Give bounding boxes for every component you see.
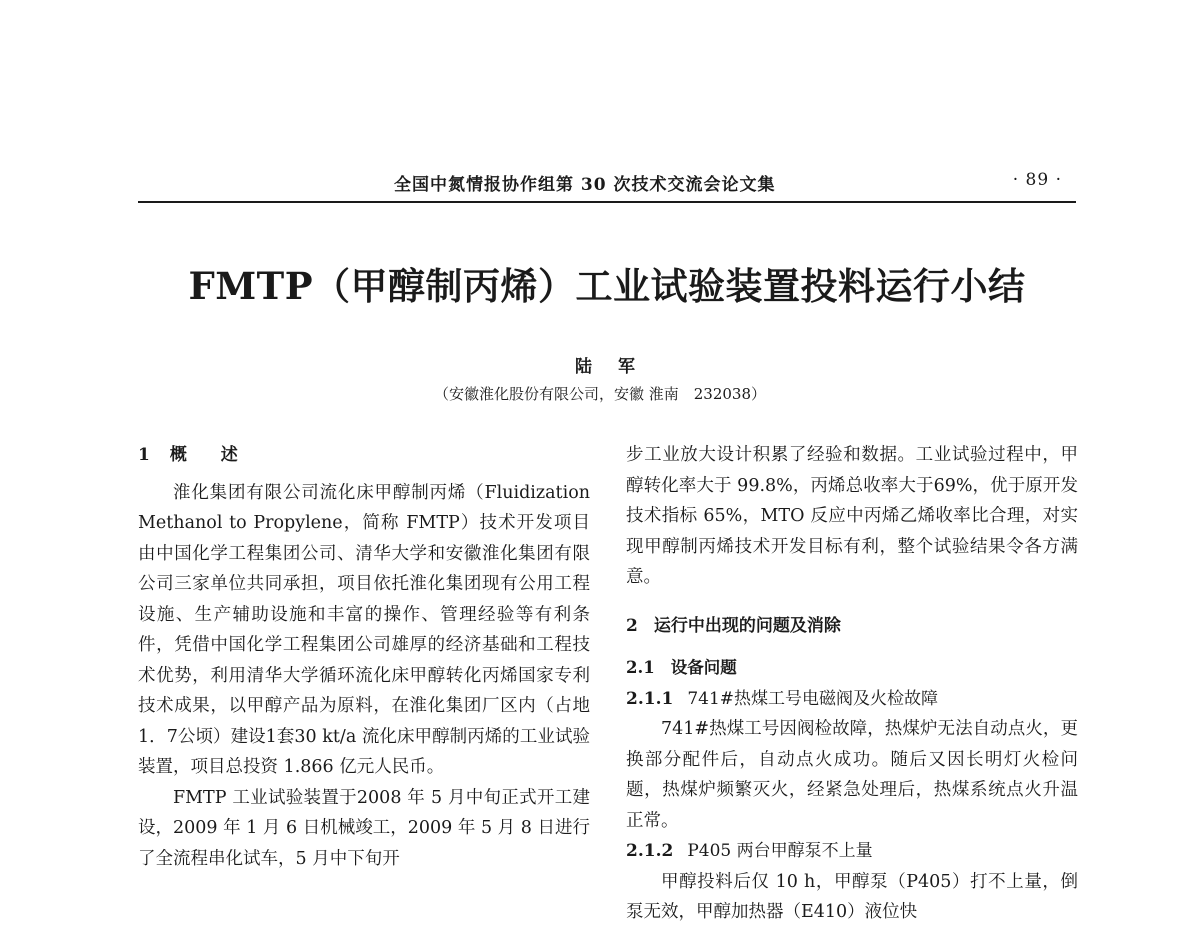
section-1-heading	[138, 440, 590, 471]
section-title: 概 述	[169, 445, 252, 465]
subsection-2-1-2-heading	[626, 836, 1078, 867]
paragraph: FMTP 工业试验装置于2008 年 5 月中旬正式开工建设，2009 年 1 月 6 日机械竣工，2009 年 5 月 8 日进行了全流程串化试车，5 月中下旬开	[138, 787, 590, 869]
paragraph: 淮化集团有限公司流化床甲醇制丙烯（Fluidization Methanol to Propylene，简称 FMTP）技术开发项目由中国化学工程集团公司、清华大学和安徽淮化集团有限公司三家单位共同承担，项目依托淮化集团现有公用工程设施、生产辅助设施和丰富的操作、管理经验等有利条件，凭借中国化学工程集团公司雄厚的经济基础和工程技术优势，利用清华大学循环流化床甲醇转化丙烯国家专利技术成果，以甲醇产品为原料，在淮化集团厂区内（占地1．7公顷）建设1套30 kt/a 流化床甲醇制丙烯的工业试验装置，项目总投资 1.866 亿元人民币。	[138, 482, 590, 777]
page-number: · 89 ·	[1012, 170, 1062, 190]
subsection-number: 2.1	[626, 658, 655, 677]
journal-name: 全国中氮情报协作组第 30 次技术交流会论文集	[394, 175, 776, 195]
section-number: 1	[138, 445, 150, 465]
header-rule	[138, 201, 1076, 203]
subsection-number: 2.1.1	[626, 688, 674, 709]
section-2-heading	[626, 611, 1078, 642]
subsection-title: P405 两台甲醇泵不上量	[687, 841, 873, 861]
author-affiliation: （安徽淮化股份有限公司，安徽 淮南 232038）	[433, 385, 767, 403]
running-head	[138, 170, 1076, 196]
paragraph: 741#热煤工号因阀检故障，热煤炉无法自动点火，更换部分配件后，自动点火成功。随后又因长明灯火检问题，热煤炉频繁灭火，经紧急处理后，热煤系统点火升温正常。	[626, 719, 1078, 831]
subsection-title: 741#热煤工号电磁阀及火检故障	[687, 688, 939, 709]
paragraph-continuation: 步工业放大设计积累了经验和数据。工业试验过程中，甲醇转化率大于 99.8%，丙烯总收率大于69%，优于原开发技术指标 65%，MTO 反应中丙烯乙烯收率比合理，对实现甲醇制丙烯技术开发目标有利，整个试验结果令各方满意。	[626, 445, 1078, 587]
author-name: 陆 军	[575, 357, 645, 377]
paragraph: 甲醇投料后仅 10 h，甲醇泵（P405）打不上量，倒泵无效，甲醇加热器（E410）液位快	[626, 871, 1078, 922]
subsection-number: 2.1.2	[626, 841, 674, 861]
subsection-2-1-1-heading	[626, 684, 1078, 715]
subsection-2-1-heading	[626, 653, 1078, 684]
subsection-title: 设备问题	[670, 658, 737, 677]
section-title: 运行中出现的问题及消除	[653, 615, 841, 636]
right-column	[626, 440, 1078, 928]
paper-title: FMTP（甲醇制丙烯）工业试验装置投料运行小结	[188, 264, 1026, 308]
section-number: 2	[626, 615, 638, 636]
left-column	[138, 440, 590, 874]
